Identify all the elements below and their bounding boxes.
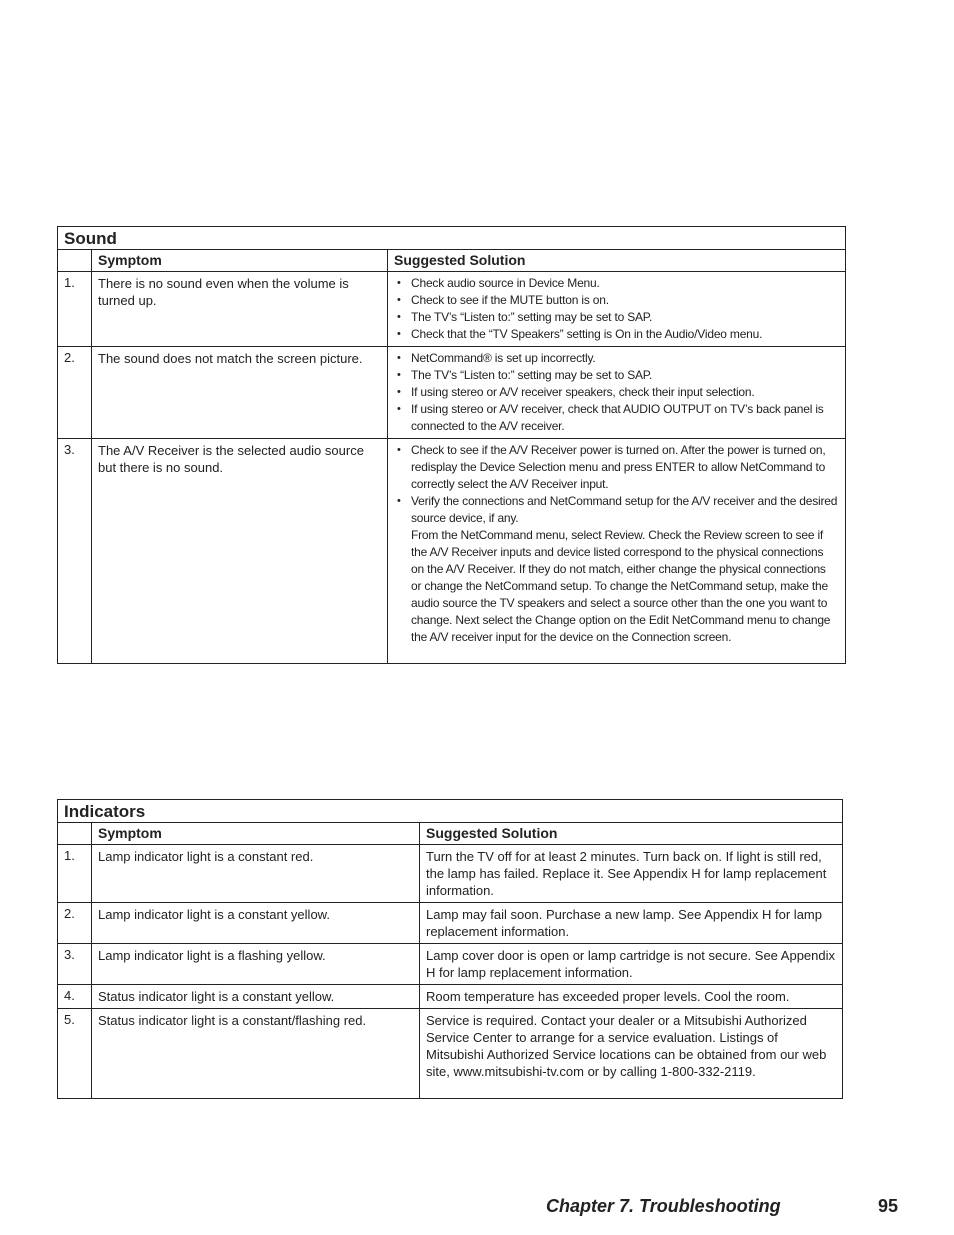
indicators-header-number <box>58 823 92 845</box>
symptom-cell: Status indicator light is a constant yellow. <box>92 985 420 1009</box>
solution-item <box>411 493 839 646</box>
sound-header-symptom: Symptom <box>92 250 388 272</box>
solution-item: • The TV’s “Listen to:” setting may be set to SAP. <box>411 367 839 384</box>
sound-table <box>57 226 846 664</box>
solution-cell: Service is required. Contact your dealer or a Mitsubishi Authorized Service Center to arrange for a service evaluation. Listings of Mitsubishi Authorized Service locations can be obtained from our web site, www.mitsubishi-tv.com or by calling 1-800-332-2119. <box>420 1009 843 1099</box>
solution-cell <box>388 272 846 347</box>
symptom-cell: Lamp indicator light is a constant yellow. <box>92 903 420 944</box>
page-number: 95 <box>878 1196 899 1216</box>
solution-cell <box>388 439 846 664</box>
row-number: 3. <box>58 944 92 985</box>
solution-cell: Turn the TV off for at least 2 minutes. Turn back on. If light is still red, the lamp has failed. Replace it. See Appendix H for lamp replacement information. <box>420 845 843 903</box>
table-row <box>58 903 843 944</box>
symptom-cell: Lamp indicator light is a constant red. <box>92 845 420 903</box>
solution-item: • Check to see if the MUTE button is on. <box>411 292 839 309</box>
symptom-cell: There is no sound even when the volume is turned up. <box>92 272 388 347</box>
symptom-cell: Status indicator light is a constant/flashing red. <box>92 1009 420 1099</box>
table-row <box>58 347 846 439</box>
table-row <box>58 439 846 664</box>
sound-header-number <box>58 250 92 272</box>
indicators-header-symptom: Symptom <box>92 823 420 845</box>
table-row <box>58 845 843 903</box>
row-number: 4. <box>58 985 92 1009</box>
solution-cell <box>388 347 846 439</box>
solution-item: • If using stereo or A/V receiver, check that AUDIO OUTPUT on TV’s back panel is connected to the A/V receiver. <box>411 401 839 435</box>
solution-item: • Check audio source in Device Menu. <box>411 275 839 292</box>
row-number: 1. <box>58 272 92 347</box>
row-number: 3. <box>58 439 92 664</box>
indicators-table <box>57 799 843 1099</box>
table-row <box>58 272 846 347</box>
solution-item: • The TV’s “Listen to:” setting may be set to SAP. <box>411 309 839 326</box>
solution-item: • If using stereo or A/V receiver speakers, check their input selection. <box>411 384 839 401</box>
solution-item: • NetCommand® is set up incorrectly. <box>411 350 839 367</box>
solution-item: • Check to see if the A/V Receiver power is turned on. After the power is turned on, redisplay the Device Selection menu and press ENTER to allow NetCommand to correctly select the A/V Receiver input. <box>411 442 839 493</box>
symptom-cell: The A/V Receiver is the selected audio source but there is no sound. <box>92 439 388 664</box>
row-number: 1. <box>58 845 92 903</box>
row-number: 5. <box>58 1009 92 1099</box>
row-number: 2. <box>58 903 92 944</box>
symptom-cell: Lamp indicator light is a flashing yellow. <box>92 944 420 985</box>
indicators-header-solution: Suggested Solution <box>420 823 843 845</box>
solution-cell: Lamp cover door is open or lamp cartridge is not secure. See Appendix H for lamp replacement information. <box>420 944 843 985</box>
row-number: 2. <box>58 347 92 439</box>
solution-cell: Lamp may fail soon. Purchase a new lamp. See Appendix H for lamp replacement information. <box>420 903 843 944</box>
indicators-table-title: Indicators <box>58 800 843 823</box>
solution-continuation: From the NetCommand menu, select Review. Check the Review screen to see if the A/V Receiver inputs and device listed correspond to the physical connections on the A/V Receiver. If they do not match, either change the physical connections or change the NetCommand setup. To change the NetCommand setup, make the audio source the TV speakers and select a source other than the one you want to change. Next select the Change option on the Edit NetCommand menu to change the A/V receiver input for the device on the Connection screen. <box>411 528 831 644</box>
table-row <box>58 985 843 1009</box>
solution-item: • Check that the “TV Speakers” setting is On in the Audio/Video menu. <box>411 326 839 343</box>
table-row <box>58 944 843 985</box>
sound-header-solution: Suggested Solution <box>388 250 846 272</box>
solution-item-text: Verify the connections and NetCommand setup for the A/V receiver and the desired source device, if any. <box>411 494 838 525</box>
solution-cell: Room temperature has exceeded proper levels. Cool the room. <box>420 985 843 1009</box>
chapter-title: Chapter 7. Troubleshooting <box>546 1196 781 1216</box>
sound-table-title: Sound <box>58 227 846 250</box>
table-row <box>58 1009 843 1099</box>
symptom-cell: The sound does not match the screen picture. <box>92 347 388 439</box>
